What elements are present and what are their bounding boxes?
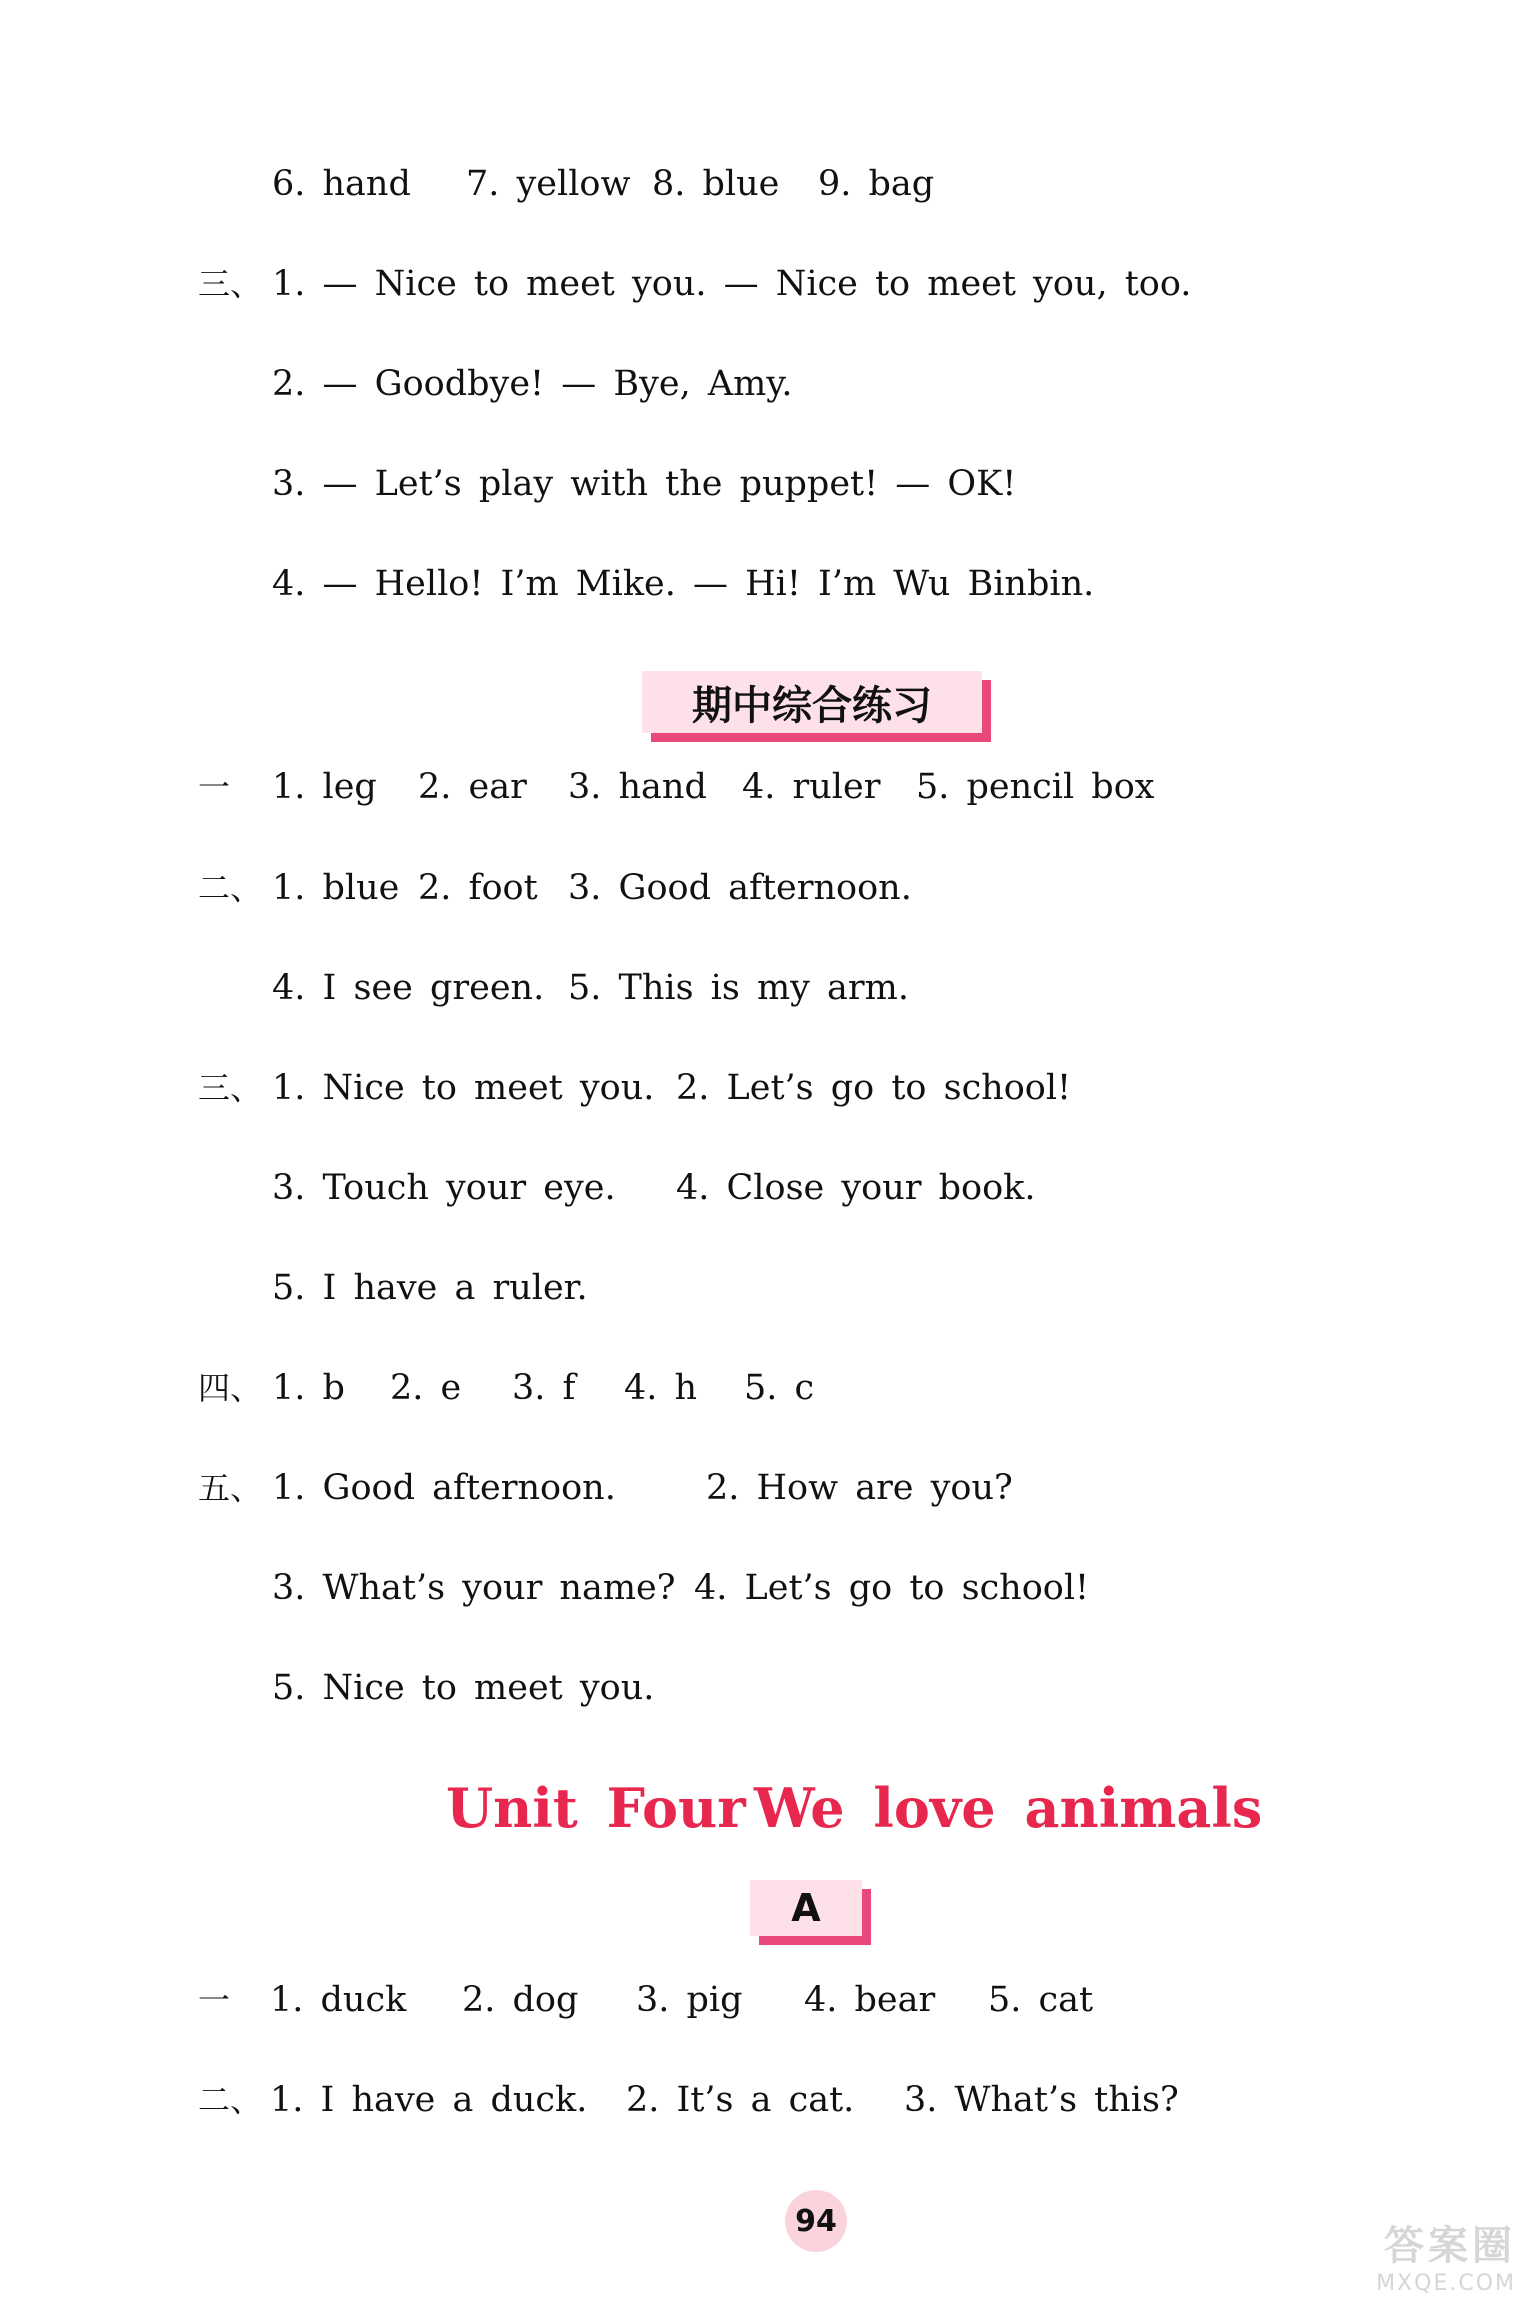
watermark-logo [1376,2214,1516,2296]
section-number: 三、 [198,265,263,303]
answer-item: 1. — Nice to meet you. — Nice to meet you, too. [272,264,1192,304]
answer-item: 4. — Hello! I’m Mike. — Hi! I’m Wu Binbin. [272,564,1095,604]
answer-item: 3. What’s this? [904,2080,1179,2120]
watermark-url: MXQE.COM [1376,2271,1516,2296]
answer-item: 3. pig [636,1980,743,2020]
answer-item: 1. Good afternoon. [272,1468,616,1508]
answer-item: 1. duck [270,1980,407,2020]
section-number: 四、 [198,1369,263,1407]
section-number: 二、 [198,2081,263,2119]
answer-item: 3. Touch your eye. [272,1168,616,1208]
answer-item: 2. It’s a cat. [626,2080,855,2120]
section-number: 一 [198,768,231,806]
answer-item: 5. I have a ruler. [272,1268,588,1308]
answer-item: 4. ruler [742,767,881,807]
answer-item: 3. Good afternoon. [568,868,912,908]
answer-item: 5. This is my arm. [568,968,909,1008]
watermark-title: 答案圈 [1384,2223,1516,2269]
section-number: 二、 [198,869,263,907]
answer-item: 7. yellow [466,164,631,204]
answer-item: 1. leg [272,767,377,807]
section-banner-label: 期中综合练习 [692,682,932,729]
answer-item: 2. foot [418,868,538,908]
answer-item: 2. e [390,1368,462,1408]
page-number [785,2190,847,2252]
answer-item: 1. Nice to meet you. [272,1068,655,1108]
section-number: 五、 [198,1469,263,1507]
section-number: 三、 [198,1069,263,1107]
section-banner-label: A [791,1886,821,1930]
answer-item: 1. I have a duck. [270,2080,588,2120]
unit-title-number: Unit Four [446,1776,746,1840]
answer-item: 9. bag [818,164,935,204]
section-banner-a [750,1880,862,1936]
answer-item: 2. Let’s go to school! [676,1068,1072,1108]
answer-item: 1. b [272,1368,345,1408]
answer-item: 4. I see green. [272,968,545,1008]
answer-item: 4. Close your book. [676,1168,1036,1208]
answer-item: 5. Nice to meet you. [272,1668,655,1708]
answer-item: 2. dog [462,1980,579,2020]
answer-item: 4. bear [804,1980,936,2020]
section-number: 一 [198,1981,231,2019]
answer-item: 2. — Goodbye! — Bye, Amy. [272,364,793,404]
unit-title-name: We love animals [754,1776,1263,1840]
answer-item: 6. hand [272,164,411,204]
answer-item: 3. f [512,1368,576,1408]
page-number-label: 94 [795,2203,837,2239]
answer-item: 3. hand [568,767,707,807]
answer-item: 5. pencil box [916,767,1155,807]
answer-item: 5. cat [988,1980,1094,2020]
answer-item: 3. What’s your name? [272,1568,676,1608]
answer-item: 2. ear [418,767,527,807]
section-banner-midterm [642,671,982,733]
answer-item: 3. — Let’s play with the puppet! — OK! [272,464,1017,504]
answer-item: 8. blue [652,164,780,204]
answer-item: 4. h [624,1368,698,1408]
answer-item: 5. c [744,1368,815,1408]
answer-item: 2. How are you? [706,1468,1013,1508]
answer-item: 4. Let’s go to school! [694,1568,1090,1608]
answer-item: 1. blue [272,868,400,908]
